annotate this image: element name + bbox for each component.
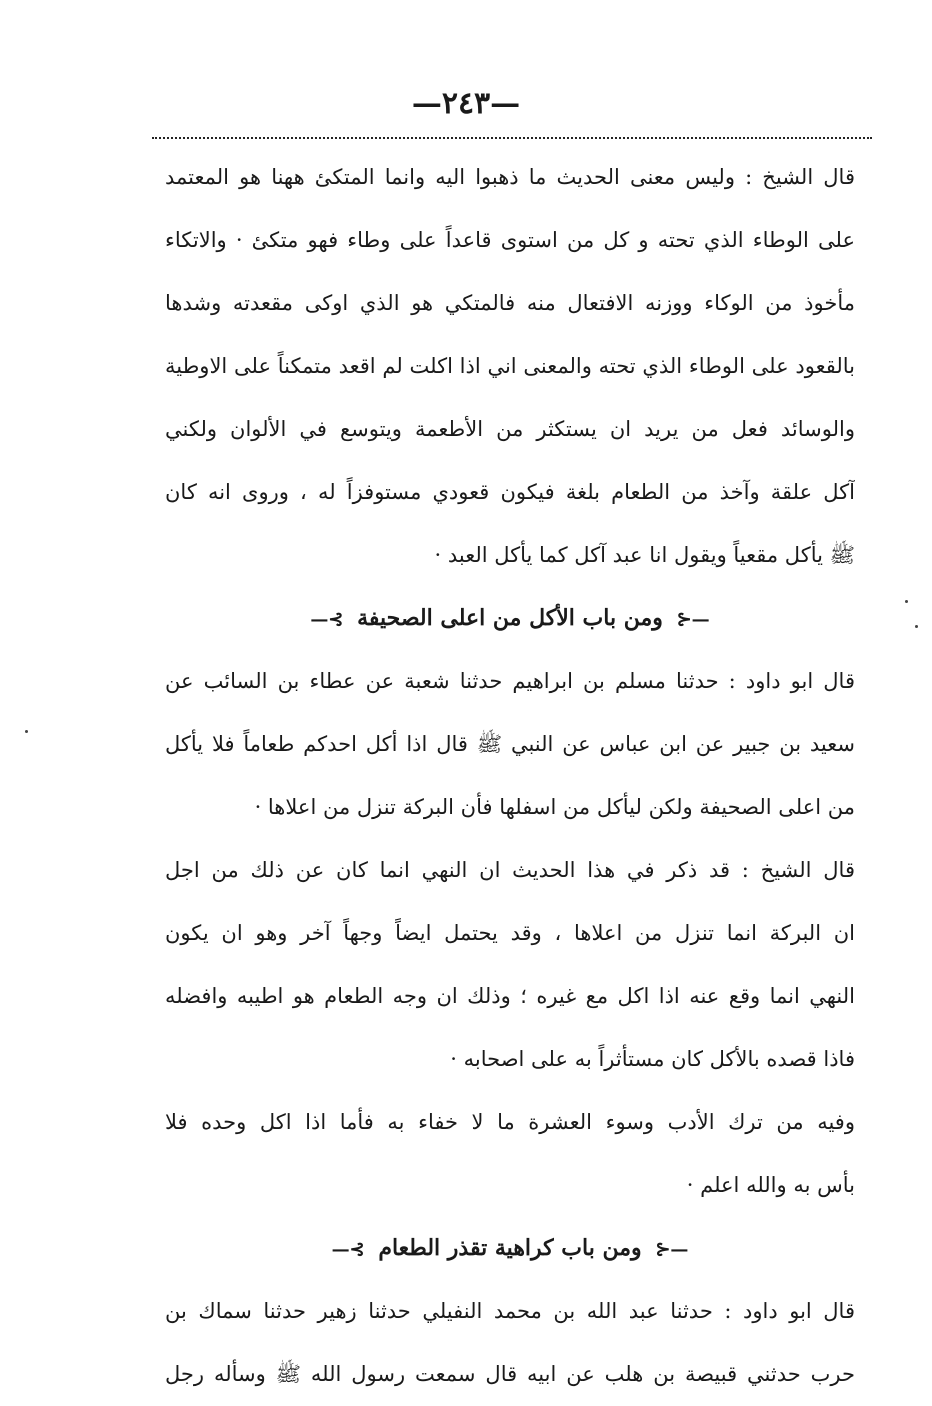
section-heading-text: ومن باب كراهية تقذر الطعام	[378, 1235, 642, 1261]
text-line: بالقعود على الوطاء الذي تحته والمعنى اني اذا اكلت لم اقعد متمكناً على الاوطية	[165, 354, 855, 378]
text-line: من اعلى الصحيفة ولكن ليأكل من اسفلها فأن البركة تنزل من اعلاها ·	[254, 795, 855, 819]
text-line: والوسائد فعل من يريد ان يستكثر من الأطعمة ويتوسع في الألوان ولكني	[165, 417, 855, 441]
text-line: آكل علقة وآخذ من الطعام بلغة فيكون قعودي مستوفزاً له ، وروى انه كان	[165, 480, 855, 504]
text-line: قال الشيخ : وليس معنى الحديث ما ذهبوا اليه وانما المتكئ ههنا هو المعتمد	[165, 165, 855, 189]
text-line: سعيد بن جبير عن ابن عباس عن النبي ﷺ قال اذا أكل احدكم طعاماً فلا يأكل	[165, 732, 855, 756]
section-heading-text: ومن باب الأكل من اعلى الصحيفة	[357, 605, 663, 631]
page-number: —٢٤٣—	[411, 86, 521, 121]
ornament-icon: ⊱—	[331, 1239, 365, 1260]
section-heading	[165, 587, 855, 650]
page-body	[165, 146, 855, 1406]
text-line: حرب حدثني قبيصة بن هلب عن ابيه قال سمعت رسول الله ﷺ وسأله رجل	[165, 1362, 855, 1386]
text-line: ﷺ يأكل مقعياً ويقول انا عبد آكل كما يأكل العبد ·	[434, 543, 855, 567]
header-rule	[152, 137, 872, 139]
text-line: قال ابو داود : حدثنا مسلم بن ابراهيم حدثنا شعبة عن عطاء بن السائب عن	[165, 669, 855, 693]
text-line: فاذا قصده بالأكل كان مستأثراً به على اصحابه ·	[450, 1047, 855, 1071]
text-line: وفيه من ترك الأدب وسوء العشرة ما لا خفاء به فأما اذا اكل وحده فلا	[165, 1110, 855, 1134]
text-line: النهي انما وقع عنه اذا اكل مع غيره ؛ وذلك ان وجه الطعام هو اطيبه وافضله	[165, 984, 855, 1008]
scan-speck	[915, 625, 918, 628]
text-line: قال ابو داود : حدثنا عبد الله بن محمد النفيلي حدثنا زهير حدثنا سماك بن	[165, 1299, 855, 1323]
ornament-icon: ⊱—	[310, 609, 344, 630]
text-line: بأس به والله اعلم ·	[686, 1173, 855, 1197]
text-line: ان البركة انما تنزل من اعلاها ، وقد يحتمل ايضاً وجهاً آخر وهو ان يكون	[165, 921, 855, 945]
scan-speck	[25, 730, 28, 733]
text-line: مأخوذ من الوكاء ووزنه الافتعال منه فالمتكي هو الذي اوكى مقعدته وشدها	[165, 291, 855, 315]
text-line: على الوطاء الذي تحته و كل من استوى قاعداً على وطاء فهو متكئ · والاتكاء	[165, 228, 855, 252]
scan-speck	[905, 600, 908, 603]
text-line: قال الشيخ : قد ذكر في هذا الحديث ان النهي انما كان عن ذلك من اجل	[165, 858, 855, 882]
section-heading	[165, 1217, 855, 1280]
ornament-icon: —⊰	[676, 609, 710, 630]
ornament-icon: —⊰	[655, 1239, 689, 1260]
